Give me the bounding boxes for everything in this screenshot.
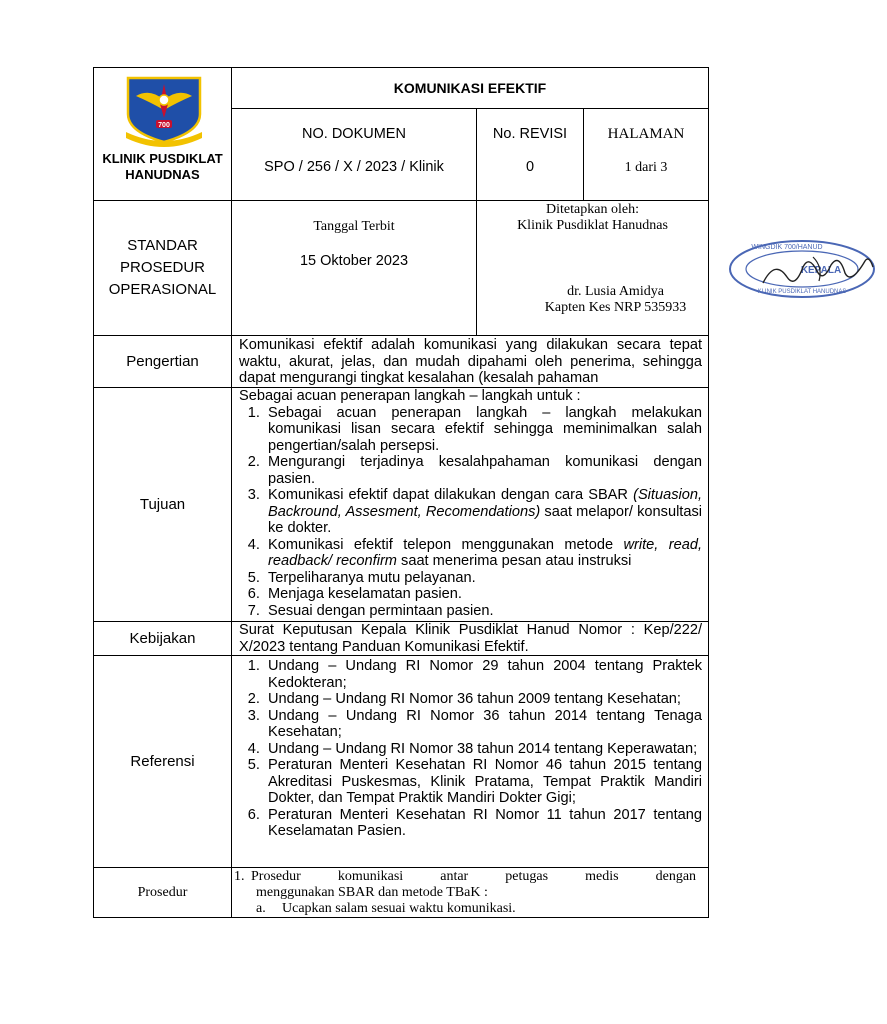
- clinic-name: KLINIK PUSDIKLAT HANUDNAS: [102, 151, 223, 182]
- prosedur-content: [232, 868, 709, 918]
- list-item: 3. Undang – Undang RI Nomor 36 tahun 2014 tentang Tenaga Kesehatan;: [264, 708, 702, 741]
- document-title: KOMUNIKASI EFEKTIF: [232, 68, 709, 109]
- kebijakan-text: Surat Keputusan Kepala Klinik Pusdiklat Hanud Nomor : Kep/222/ X/2023 tentang Panduan Komunikasi Efektif.: [232, 622, 709, 656]
- page-label: HALAMAN: [607, 126, 685, 142]
- doc-number-value: SPO / 256 / X / 2023 / Klinik: [264, 159, 444, 175]
- prosedur-label: Prosedur: [94, 868, 232, 918]
- list-item: 3. Komunikasi efektif dapat dilakukan dengan cara SBAR (Situasion, Backround, Assesment, Recomendations) saat melapor/ konsultasi ke dokter.: [264, 487, 702, 537]
- svg-text:700: 700: [158, 122, 170, 129]
- referensi-content: [232, 656, 709, 868]
- tujuan-intro: Sebagai acuan penerapan langkah – langkah untuk :: [239, 388, 581, 404]
- list-item: 2. Undang – Undang RI Nomor 36 tahun 2009 tentang Kesehatan;: [264, 691, 702, 708]
- logo-cell: [94, 68, 232, 201]
- signer-name: dr. Lusia Amidya: [567, 284, 664, 299]
- list-item: 1. Undang – Undang RI Nomor 29 tahun 2004 tentang Praktek Kedokteran;: [264, 658, 702, 691]
- list-item: 7. Sesuai dengan permintaan pasien.: [264, 603, 702, 620]
- list-item: 5. Terpeliharanya mutu pelayanan.: [264, 570, 702, 587]
- revision-cell: [477, 109, 584, 201]
- issue-date-value: 15 Oktober 2023: [299, 253, 409, 269]
- referensi-label: Referensi: [94, 656, 232, 868]
- svg-text:KEPALA: KEPALA: [800, 265, 842, 276]
- set-by-org: Klinik Pusdiklat Hanudnas: [517, 218, 668, 233]
- list-item: 5. Peraturan Menteri Kesehatan RI Nomor 46 tahun 2015 tentang Akreditasi Puskesmas, Klinik Pratama, Tempat Praktik Mandiri Dokter, dan Tempat Praktik Mandiri Dokter Gigi;: [264, 757, 702, 807]
- sop-label: STANDAR PROSEDUR OPERASIONAL: [94, 201, 232, 336]
- kebijakan-label: Kebijakan: [94, 622, 232, 656]
- svg-text:KLINIK PUSDIKLAT HANUDNAS: KLINIK PUSDIKLAT HANUDNAS: [757, 289, 847, 295]
- list-item: 1. Sebagai acuan penerapan langkah – langkah melakukan komunikasi lisan secara efektif sehingga meminimalkan salah pengertian/salah persepsi.: [264, 405, 702, 455]
- set-by-label: Ditetapkan oleh:: [546, 202, 639, 217]
- sub-step-text: Ucapkan salam sesuai waktu komunikasi.: [282, 901, 516, 916]
- pengertian-text: Komunikasi efektif adalah komunikasi yang dilakukan secara tepat waktu, akurat, jelas, dan mudah dipahami oleh penerima, sehingga dapat mengurangi tingkat kesalahan (kesalah pahaman: [232, 336, 709, 388]
- doc-number-cell: [232, 109, 477, 201]
- list-item: 2. Mengurangi terjadinya kesalahpahaman komunikasi dengan pasien.: [264, 454, 702, 487]
- issue-date-label: Tanggal Terbit: [313, 219, 395, 234]
- list-item: 6. Menjaga keselamatan pasien.: [264, 586, 702, 603]
- tujuan-list: [239, 405, 702, 620]
- page-cell: [584, 109, 709, 201]
- svg-text:WINGDIK 700/HANUD: WINGDIK 700/HANUD: [751, 244, 823, 251]
- sub-step-number: a.: [256, 901, 266, 916]
- tujuan-content: [232, 388, 709, 622]
- issue-date-cell: [232, 201, 477, 336]
- clinic-logo-icon: [122, 74, 206, 146]
- list-item: 4. Komunikasi efektif telepon menggunakan metode write, read, readback/ reconfirm saat menerima pesan atau instruksi: [264, 537, 702, 570]
- page-value: 1 dari 3: [624, 160, 668, 175]
- step-text: Prosedur komunikasi antar petugas medis dengan: [251, 869, 697, 884]
- referensi-list: [239, 658, 702, 840]
- tujuan-label: Tujuan: [94, 388, 232, 622]
- stamp-and-signature-icon: [727, 237, 887, 301]
- list-item: 6. Peraturan Menteri Kesehatan RI Nomor 11 tahun 2017 tentang Keselamatan Pasien.: [264, 807, 702, 840]
- revision-value: 0: [525, 159, 535, 175]
- list-item: 4. Undang – Undang RI Nomor 38 tahun 2014 tentang Keperawatan;: [264, 741, 702, 758]
- step-text-cont: menggunakan SBAR dan metode TBaK :: [256, 885, 488, 900]
- doc-number-label: NO. DOKUMEN: [302, 126, 406, 142]
- sop-table: [93, 67, 847, 918]
- pengertian-label: Pengertian: [94, 336, 232, 388]
- revision-label: No. REVISI: [492, 126, 568, 142]
- signer-rank: Kapten Kes NRP 535933: [544, 300, 687, 315]
- step-number: 1.: [234, 869, 245, 884]
- signature-cell: [477, 201, 847, 336]
